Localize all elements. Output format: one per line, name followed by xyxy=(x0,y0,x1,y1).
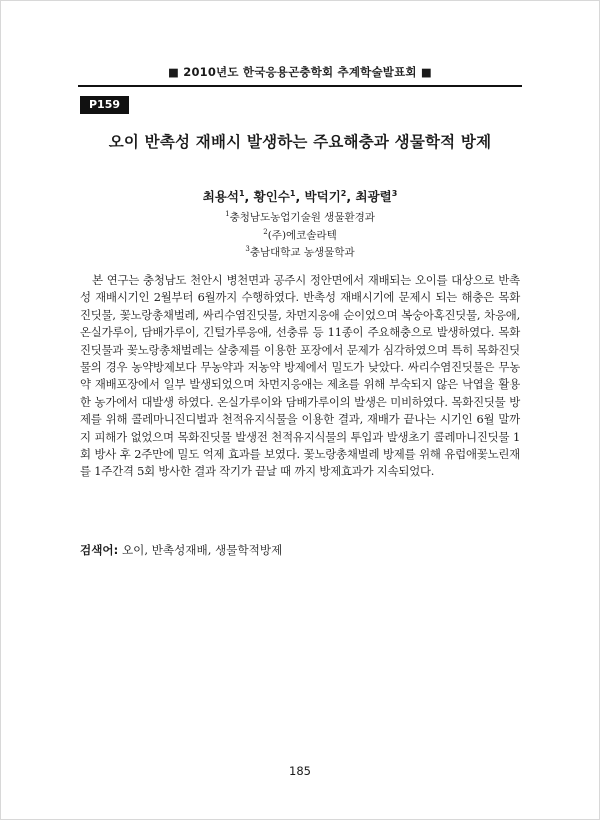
author-name: 최광렬 xyxy=(355,189,392,204)
author-affiliation-mark: 3 xyxy=(391,188,398,198)
author-affiliation-mark: 2 xyxy=(340,188,347,198)
affiliation-mark: 3 xyxy=(245,245,250,253)
affiliation-line xyxy=(0,242,600,260)
author-name: 박덕기 xyxy=(304,189,341,204)
affiliation-text: 충남대학교 농생물학과 xyxy=(249,246,355,259)
author-affiliation-mark: 1 xyxy=(238,188,245,198)
keywords xyxy=(80,542,520,558)
author-name: 황인수 xyxy=(253,189,290,204)
keywords-text: 오이, 반촉성재배, 생물학적방제 xyxy=(121,543,283,557)
keywords-label: 검색어: xyxy=(80,543,119,557)
author-list xyxy=(0,187,600,205)
affiliation-text: 충청남도농업기술원 생물환경과 xyxy=(229,211,375,224)
affiliation-mark: 1 xyxy=(225,210,230,218)
affiliation-list xyxy=(0,207,600,260)
abstract-body: 본 연구는 충청남도 천안시 병천면과 공주시 정안면에서 재배되는 오이를 대상으로 반촉성 재배시기인 2월부터 6월까지 수행하였다. 반촉성 재배시기에 문제시 되는 해충은 목화진딧물, 꽃노랑총채벌레, 싸리수염진딧물, 차먼지응애 순이었으며 복숭아혹진딧물, 차응애, 온실가루이, 담배가루이, 긴털가루응애, 선충류 등 11종이 주요해충으로 발생하였다. 목화진딧물과 꽃노랑총채벌레는 살충제를 이용한 포장에서 문제가 심각하였으며 특히 목화진딧물의 경우 농약방제보다 무농약과 저농약 방제에서 밀도가 낮았다. 싸리수염진딧물은 무농약 재배포장에서 일부 발생되었으며 차먼지응애는 제초를 위해 부숙되지 않은 낙엽을 활용한 농가에서 대발생 하였다. 온실가루이와 담배가루이의 발생은 미비하였다. 목화진딧물 방제를 위해 콜레마니진디벌과 천적유지식물을 이용한 결과, 재배가 끝나는 시기인 6월 말까지 피해가 없었으며 목화진딧물 발생전 천적유지식물의 투입과 발생초기 콜레마니진딧물 1회 방사 후 2주만에 밀도 억제 효과를 보였다. 꽃노랑총채벌레 방제를 위해 유럽애꽃노린재를 1주간격 5회 방사한 결과 작기가 끝날 때 까지 방제효과가 지속되었다. xyxy=(80,273,520,479)
affiliation-line xyxy=(0,225,600,243)
author-separator: , xyxy=(295,189,305,204)
page-number: 185 xyxy=(289,764,311,778)
header-rule xyxy=(78,85,522,87)
paper-title: 오이 반촉성 재배시 발생하는 주요해충과 생물학적 방제 xyxy=(108,133,492,151)
poster-number-badge: P159 xyxy=(80,96,129,114)
affiliation-line xyxy=(0,207,600,225)
affiliation-text: (주)에코솔라텍 xyxy=(267,229,337,241)
author-separator: , xyxy=(346,189,356,204)
author-affiliation-mark: 1 xyxy=(289,188,296,198)
author-name: 최용석 xyxy=(202,189,239,204)
affiliation-mark: 2 xyxy=(263,227,268,236)
conference-header: ■ 2010년도 한국응용곤충학회 추계학술발표회 ■ xyxy=(167,65,432,79)
author-separator: , xyxy=(244,189,254,204)
